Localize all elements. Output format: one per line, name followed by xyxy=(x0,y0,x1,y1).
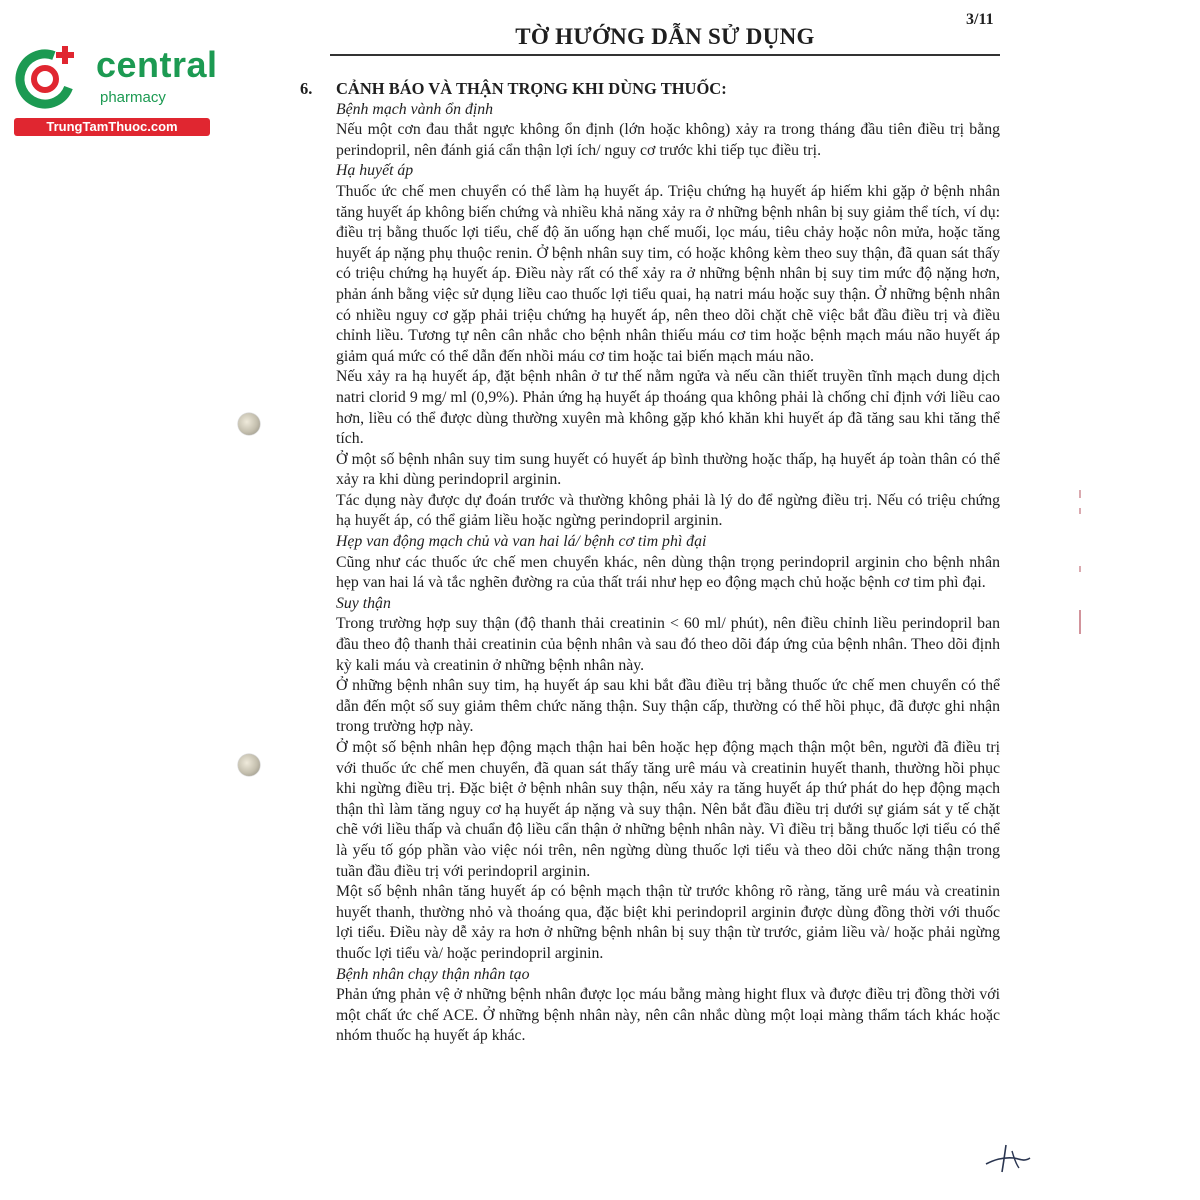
paragraph: Tác dụng này được dự đoán trước và thường không phải là lý do để ngừng điều trị. Nếu có triệu chứng hạ huyết áp, có thể giảm liều hoặc ngừng perindopril arginin. xyxy=(336,491,1000,530)
binder-hole-icon xyxy=(238,754,260,776)
paragraph: Nếu xảy ra hạ huyết áp, đặt bệnh nhân ở tư thế nằm ngửa và nếu cần thiết truyền tĩnh mạch dung dịch natri clorid 9 mg/ ml (0,9%). Phản ứng hạ huyết áp thoáng qua không phải là chống chỉ định với liều cao hơn, liều có thể được dùng thường xuyên mà không gặp khó khăn khi huyết áp đã tăng sau khi tăng thể tích. xyxy=(336,368,1000,448)
binder-hole-icon xyxy=(238,413,260,435)
paragraph: Ở một số bệnh nhân hẹp động mạch thận hai bên hoặc hẹp động mạch thận một bên, người đã điều trị với thuốc ức chế men chuyển, đã quan sát thấy tăng urê máu và creatinin huyết thanh, thường hồi phục khi ngừng điều trị. Đặc biệt ở bệnh nhân suy thận, nếu xảy ra tăng huyết áp thứ phát do hẹp động mạch thận thì làm tăng nguy cơ hạ huyết áp nặng và suy thận. Nên bắt đầu điều trị dưới sự giám sát y tế chặt chẽ với liều thấp và chuẩn độ liều cẩn thận ở những bệnh nhân này. Vì điều trị bằng thuốc lợi tiểu có thể là yếu tố góp phần vào việc nói trên, nên ngừng dùng thuốc lợi tiểu và theo dõi chức năng thận trong tuần đầu điều trị với perindopril arginin. xyxy=(336,739,1000,880)
paragraph: Phản ứng phản vệ ở những bệnh nhân được lọc máu bằng màng hight flux và được điều trị đồng thời với một chất ức chế ACE. Ở những bệnh nhân này, nên cân nhắc dùng một loại màng thẩm tách khác hoặc nhóm thuốc hạ huyết áp khác. xyxy=(336,986,1000,1045)
subsection-heading: Hẹp van động mạch chủ và van hai lá/ bệnh cơ tim phì đại xyxy=(336,533,707,551)
section-heading: CẢNH BÁO VÀ THẬN TRỌNG KHI DÙNG THUỐC: xyxy=(336,79,727,98)
subsection-heading: Bệnh mạch vành ổn định xyxy=(336,100,494,118)
brand-url: TrungTamThuoc.com xyxy=(14,118,210,136)
subsection-heading: Hạ huyết áp xyxy=(336,162,414,180)
title-divider xyxy=(330,54,1000,56)
paragraph: Nếu một cơn đau thắt ngực không ổn định (lớn hoặc không) xảy ra trong tháng đầu tiên điều trị bằng perindopril, nên đánh giá cẩn thận lợi ích/ nguy cơ trước khi tiếp tục điều trị. xyxy=(336,121,1000,159)
central-pharmacy-logo xyxy=(12,40,218,136)
section-number: 6. xyxy=(300,79,313,98)
subsection-heading: Suy thận xyxy=(336,594,391,612)
signature-initials xyxy=(984,1142,1034,1176)
page-number: 3/11 xyxy=(966,11,994,28)
paragraph: Một số bệnh nhân tăng huyết áp có bệnh mạch thận từ trước không rõ ràng, tăng urê máu và creatinin huyết thanh, thường nhỏ và thoáng qua, đặc biệt khi perindopril arginin được dùng đồng thời với thuốc lợi tiểu. Điều này dễ xảy ra hơn ở những bệnh nhân bị suy thận từ trước, giảm liều và/ hoặc phải ngừng thuốc lợi tiểu và/ hoặc perindopril arginin. xyxy=(336,883,1000,962)
paragraph: Cũng như các thuốc ức chế men chuyển khác, nên dùng thận trọng perindopril arginin cho bệnh nhân hẹp van hai lá và tắc nghẽn đường ra của thất trái như hẹp eo động mạch chủ hoặc bệnh cơ tim phì đại. xyxy=(336,553,1000,592)
brand-name: central xyxy=(96,44,218,85)
paragraph: Ở một số bệnh nhân suy tim sung huyết có huyết áp bình thường hoặc thấp, hạ huyết áp toàn thân có thể xảy ra khi dùng perindopril arginin. xyxy=(336,450,1000,489)
scan-edge-marks xyxy=(1074,488,1086,638)
pharmacy-cross-logo-icon xyxy=(12,42,82,112)
subsection-heading: Bệnh nhân chạy thận nhân tạo xyxy=(336,965,530,983)
paragraph: Thuốc ức chế men chuyển có thể làm hạ huyết áp. Triệu chứng hạ huyết áp hiếm khi gặp ở bệnh nhân tăng huyết áp không biến chứng và nhiều khả năng xảy ra ở những bệnh nhân bị suy giảm thể tích, ví dụ: điều trị bằng thuốc lợi tiểu, chế độ ăn uống hạn chế muối, lọc máu, tiêu chảy hoặc nôn mửa, hoặc tăng huyết áp nặng phụ thuộc renin. Ở bệnh nhân suy tim, có hoặc không kèm theo suy thận, đã quan sát thấy có triệu chứng hạ huyết áp. Điều này rất có thể xảy ra ở những bệnh nhân bị suy tim mức độ nặng hơn, phản ánh bằng việc sử dụng liều cao thuốc lợi tiểu quai, hạ natri máu hoặc suy thận. Ở những bệnh nhân có nhiều nguy cơ gặp phải triệu chứng hạ huyết áp, nên theo dõi chặt chẽ việc bắt đầu điều trị và điều chỉnh liều. Tương tự nên cân nhắc cho bệnh nhân thiếu máu cơ tim hoặc bệnh mạch máu não huyết áp giảm quá mức có thể dẫn đến nhồi máu cơ tim hoặc tai biến mạch máu não. xyxy=(336,182,1000,365)
paragraph: Ở những bệnh nhân suy tim, hạ huyết áp sau khi bắt đầu điều trị bằng thuốc ức chế men chuyển có thể dẫn đến một số suy giảm thêm chức năng thận. Suy thận cấp, thường có thể hồi phục, đã được ghi nhận trong trường hợp này. xyxy=(336,677,1000,736)
page-title: TỜ HƯỚNG DẪN SỬ DỤNG xyxy=(515,24,815,49)
paragraph: Trong trường hợp suy thận (độ thanh thải creatinin < 60 ml/ phút), nên điều chỉnh liều perindopril ban đầu theo độ thanh thải creatinin của bệnh nhân và sau đó theo dõi đáp ứng của bệnh nhân. Theo dõi định kỳ kali máu và creatinin ở những bệnh nhân này. xyxy=(336,615,1000,674)
section-content xyxy=(336,79,1000,1047)
brand-subtitle: pharmacy xyxy=(100,89,166,106)
